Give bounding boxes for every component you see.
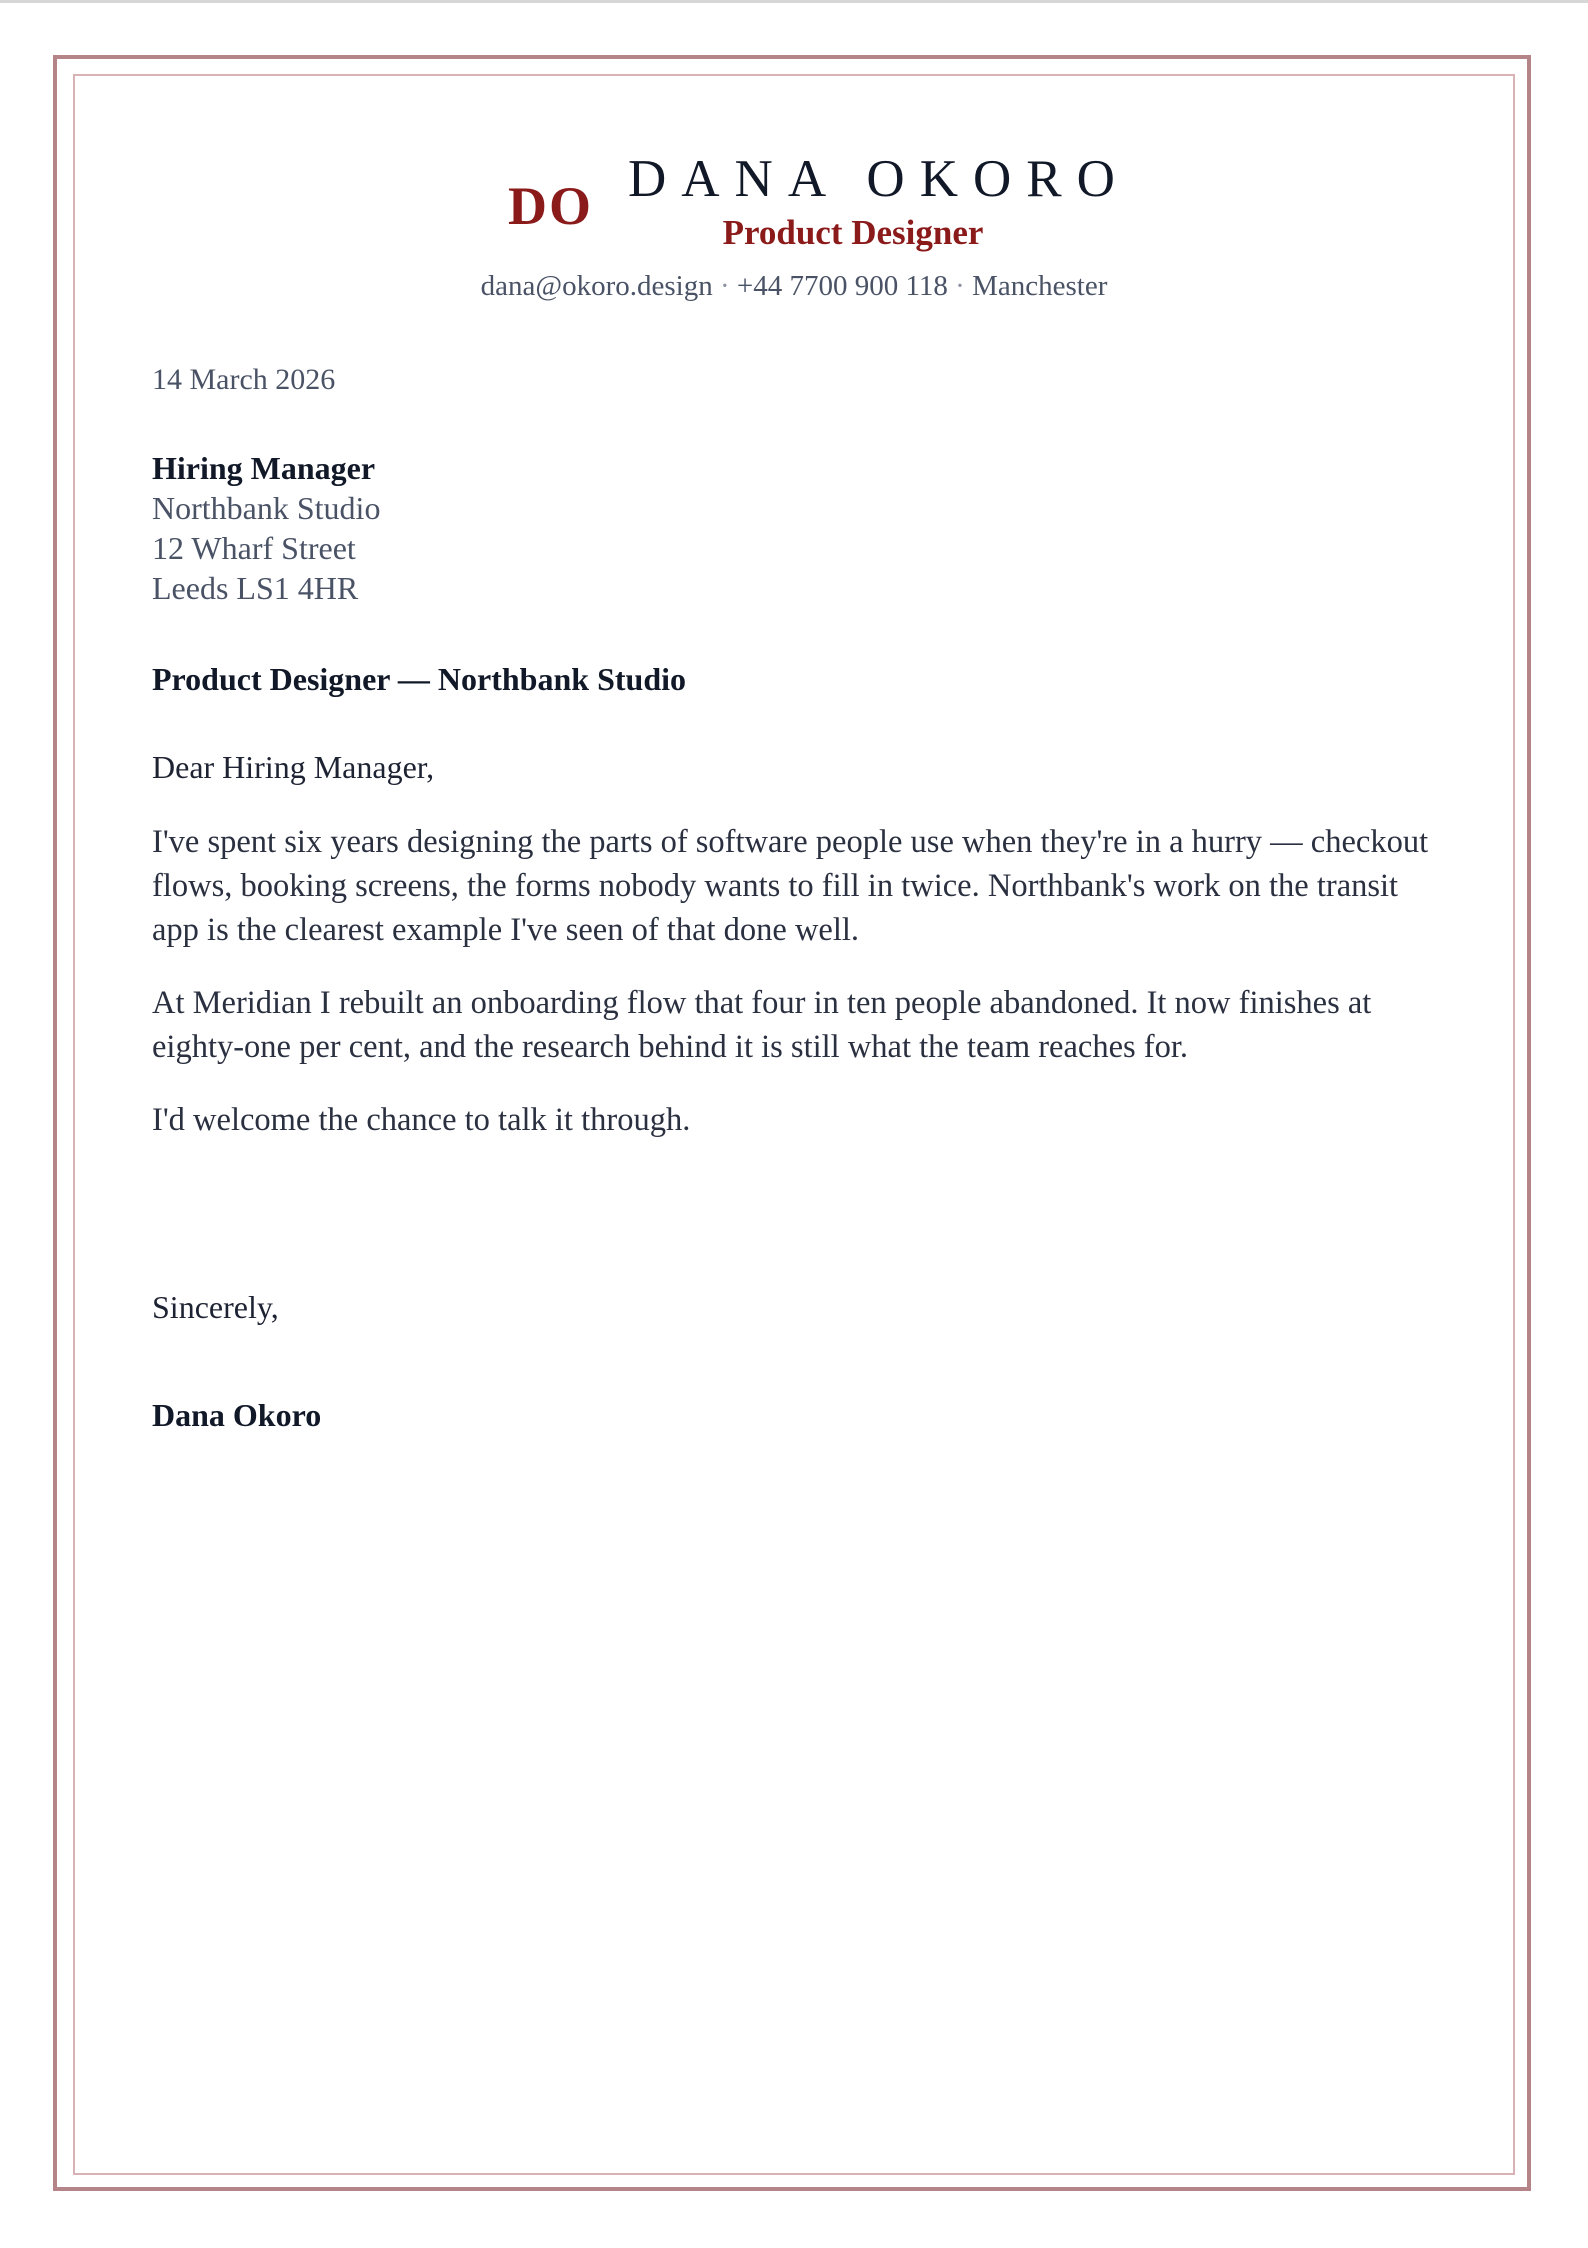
contact-separator: · (955, 270, 965, 302)
body-paragraph: At Meridian I rebuilt an onboarding flow that four in ten people abandoned. It now finishes at eighty-one per cent, and the research behind it is still what the team reaches for. (152, 985, 1372, 1065)
letter-subject: Product Designer — Northbank Studio (152, 661, 686, 697)
contact-separator: · (719, 270, 730, 302)
salutation: Dear Hiring Manager, (152, 749, 435, 785)
recipient-block (152, 448, 1442, 608)
letterhead (0, 145, 1588, 315)
sender-name: DANA OKORO (628, 150, 1130, 208)
top-rule (0, 0, 1588, 3)
sender-title: Product Designer (722, 213, 984, 252)
letter-body (152, 820, 1442, 1171)
recipient-street: 12 Wharf Street (152, 530, 356, 566)
body-paragraph: I'd welcome the chance to talk it through. (152, 1102, 691, 1138)
contact-location: Manchester (972, 270, 1108, 302)
contact-email: dana@okoro.design (480, 270, 713, 302)
recipient-name: Hiring Manager (152, 450, 376, 486)
contact-line (0, 270, 1588, 303)
monogram: DO (508, 176, 593, 236)
body-paragraph: I've spent six years designing the parts of software people use when they're in a hurry — checkout flows, booking screens, the forms nobody wants to fill in twice. Northbank's work on the transit app is the clearest example I've seen of that done well. (152, 824, 1429, 948)
closing: Sincerely, (152, 1289, 279, 1325)
recipient-city: Leeds LS1 4HR (152, 570, 359, 606)
letter-date: 14 March 2026 (152, 363, 336, 396)
signature: Dana Okoro (152, 1397, 322, 1433)
contact-phone: +44 7700 900 118 (736, 270, 948, 302)
recipient-company: Northbank Studio (152, 490, 381, 526)
